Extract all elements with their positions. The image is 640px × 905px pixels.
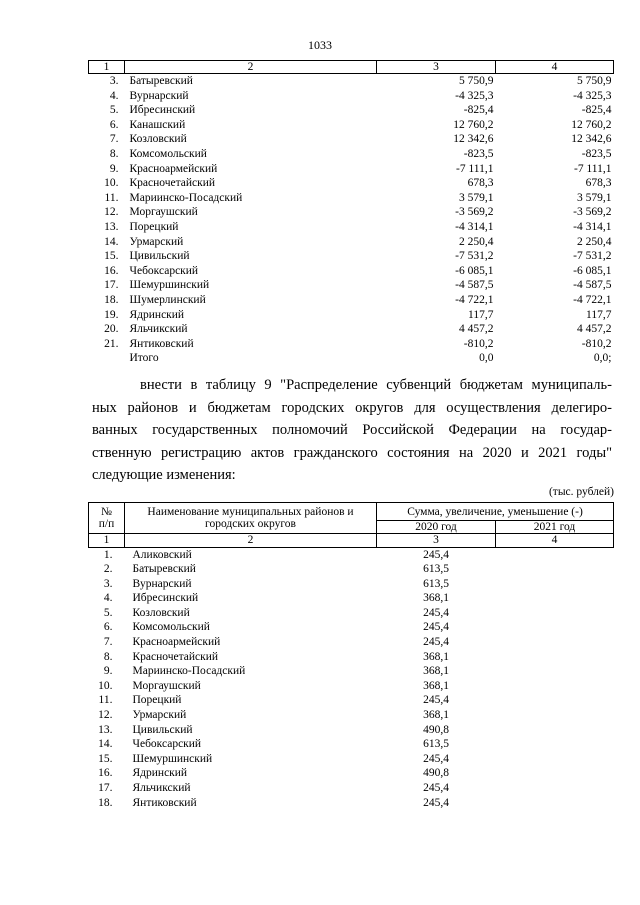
value-2021: -825,4 (581, 104, 612, 117)
total-row (89, 351, 614, 366)
value-2021: 5 750,9 (577, 75, 612, 87)
value-2021: -7 111,1 (574, 162, 612, 175)
row-number: 16. (98, 767, 113, 780)
row-number: 1. (103, 548, 113, 561)
table-row (89, 679, 614, 694)
district-name: Цивильский (132, 723, 193, 736)
district-name: Моргаушский (132, 679, 201, 692)
district-name: Красноармейский (132, 636, 221, 649)
header-name: Наименование муниципальных районов и городских округов (125, 503, 377, 534)
row-number: 10. (98, 679, 113, 692)
district-name: Батыревский (129, 75, 193, 87)
value-2021: -4 722,1 (573, 293, 612, 306)
value-2020: 368,1 (423, 665, 449, 678)
row-number: 4. (109, 89, 119, 102)
row-number: 3. (109, 75, 119, 87)
district-name: Мариинско-Посадский (129, 191, 243, 204)
index-cell: 2 (125, 534, 377, 548)
index-cell: 1 (89, 534, 125, 548)
value-2020: -6 085,1 (455, 264, 494, 277)
value-2020: -4 314,1 (455, 220, 494, 233)
value-2021: -7 531,2 (573, 250, 612, 263)
table-row (89, 205, 614, 220)
table-1-header-row (89, 61, 614, 74)
table-1-header-cell: 1 (89, 61, 125, 74)
value-2021: 12 342,6 (571, 133, 612, 146)
header-2021: 2021 год (496, 520, 614, 534)
header-2020: 2020 год (377, 520, 496, 534)
table-row (89, 74, 614, 89)
row-number: 17. (104, 279, 119, 292)
table-row (89, 132, 614, 147)
value-2021 (496, 620, 614, 635)
value-2021: -4 325,3 (573, 89, 612, 102)
district-name: Янтиковский (132, 796, 197, 809)
paragraph-line: внести в таблицу 9 "Распределение субвенций бюджетам муниципаль- (140, 377, 612, 393)
value-2021: -4 314,1 (573, 220, 612, 233)
table-row (89, 337, 614, 352)
district-name: Порецкий (129, 220, 179, 233)
row-number: 19. (104, 308, 119, 321)
value-2020: -4 587,5 (455, 279, 494, 292)
row-number: 14. (98, 738, 113, 751)
paragraph-line: следующие изменения: (92, 467, 236, 483)
total-2021: 0,0; (593, 352, 612, 365)
district-name: Канашский (129, 118, 186, 131)
value-2021: -6 085,1 (573, 264, 612, 277)
units-label: (тыс. рублей) (548, 486, 614, 498)
row-number: 5. (103, 606, 113, 619)
value-2021 (496, 606, 614, 621)
table-row (89, 547, 614, 562)
district-name: Моргаушский (129, 206, 198, 219)
value-2021: 12 760,2 (571, 118, 612, 131)
row-number: 8. (109, 147, 119, 160)
value-2020: 117,7 (468, 308, 494, 321)
value-2020: 4 457,2 (459, 323, 494, 336)
table-row (89, 752, 614, 767)
row-number: 15. (98, 752, 113, 765)
district-name: Вурнарский (132, 577, 192, 590)
table-1-header-cell: 4 (496, 61, 614, 74)
value-2021 (496, 708, 614, 723)
value-2020: 5 750,9 (459, 75, 494, 87)
value-2020: -7 531,2 (455, 250, 494, 263)
row-number: 11. (98, 694, 113, 707)
table-row (89, 737, 614, 752)
value-2020: 3 579,1 (459, 191, 494, 204)
district-name: Козловский (129, 133, 187, 146)
table-row (89, 220, 614, 235)
district-name: Урмарский (129, 235, 184, 248)
district-name: Комсомольский (129, 147, 207, 160)
row-number: 13. (104, 220, 119, 233)
row-number: 14. (104, 235, 119, 248)
value-2021 (496, 679, 614, 694)
table-row (89, 278, 614, 293)
row-number: 15. (104, 250, 119, 263)
value-2020: 490,8 (423, 767, 449, 780)
table-row (89, 103, 614, 118)
table-row (89, 577, 614, 592)
district-name: Красноармейский (129, 162, 218, 175)
table-row (89, 650, 614, 665)
value-2020: -4 325,3 (455, 89, 494, 102)
table-1-header-cell: 2 (125, 61, 377, 74)
district-name: Цивильский (129, 250, 190, 263)
row-number: 2. (103, 563, 113, 576)
value-2021 (496, 752, 614, 767)
row-number: 8. (103, 650, 113, 663)
value-2021 (496, 577, 614, 592)
header-sum: Сумма, увеличение, уменьшение (-) (377, 503, 614, 521)
table-row (89, 235, 614, 250)
value-2021 (496, 796, 614, 811)
value-2021 (496, 562, 614, 577)
value-2020: 245,4 (423, 621, 449, 634)
value-2021: 678,3 (585, 177, 612, 190)
row-number: 6. (103, 621, 113, 634)
row-number: 11. (104, 191, 119, 204)
district-name: Красночетайский (129, 177, 216, 190)
table-row (89, 766, 614, 781)
table-row (89, 322, 614, 337)
row-number: 18. (104, 293, 119, 306)
row-number: 3. (103, 577, 113, 590)
value-2020: 2 250,4 (459, 235, 494, 248)
table-row (89, 708, 614, 723)
value-2021 (496, 766, 614, 781)
table-1 (88, 60, 614, 366)
value-2021 (496, 693, 614, 708)
row-number: 20. (104, 323, 119, 336)
table-row (89, 89, 614, 104)
district-name: Шемуршинский (132, 752, 213, 765)
value-2021 (496, 664, 614, 679)
district-name: Мариинско-Посадский (132, 665, 246, 678)
table-1-header-cell: 3 (377, 61, 496, 74)
district-name: Аликовский (132, 548, 192, 561)
value-2021: 4 457,2 (577, 323, 612, 336)
table-row (89, 264, 614, 279)
total-2020: 0,0 (479, 352, 494, 365)
value-2021: 117,7 (586, 308, 612, 321)
district-name: Янтиковский (129, 337, 194, 350)
value-2021 (496, 723, 614, 738)
row-number: 17. (98, 782, 113, 794)
row-number: 7. (103, 636, 113, 649)
district-name: Вурнарский (129, 89, 189, 102)
row-number: 4. (103, 592, 113, 605)
district-name: Комсомольский (132, 621, 210, 634)
row-number: 7. (109, 133, 119, 146)
table-2 (88, 502, 614, 810)
table-row (89, 723, 614, 738)
table-row (89, 308, 614, 323)
header-num: № п/п (89, 503, 125, 534)
district-name: Урмарский (132, 709, 187, 722)
table-row (89, 176, 614, 191)
value-2020: -825,4 (463, 104, 494, 117)
value-2021: -810,2 (581, 337, 612, 350)
table-row (89, 293, 614, 308)
district-name: Козловский (132, 606, 190, 619)
table-2-header-row (89, 503, 614, 521)
value-2021 (496, 591, 614, 606)
value-2020: 368,1 (423, 679, 449, 692)
table-row (89, 162, 614, 177)
index-cell: 3 (377, 534, 496, 548)
district-name: Ибресинский (129, 104, 196, 117)
index-cell: 4 (496, 534, 614, 548)
table-2-index-row (89, 534, 614, 548)
district-name: Яльчикский (132, 782, 191, 794)
value-2021: -3 569,2 (573, 206, 612, 219)
table-row (89, 781, 614, 796)
table-row (89, 620, 614, 635)
table-row (89, 562, 614, 577)
district-name: Ибресинский (132, 592, 199, 605)
district-name: Чебоксарский (132, 738, 202, 751)
value-2020: 368,1 (423, 709, 449, 722)
value-2020: 490,8 (423, 723, 449, 736)
value-2020: 678,3 (467, 177, 494, 190)
paragraph-line: ных районов и бюджетам городских округов для осуществления делегиро- (92, 399, 612, 416)
value-2020: 12 342,6 (453, 133, 494, 146)
value-2021 (496, 547, 614, 562)
row-number: 16. (104, 264, 119, 277)
district-name: Яльчикский (129, 323, 188, 336)
value-2020: 245,4 (423, 548, 449, 561)
table-row (89, 664, 614, 679)
empty-cell (89, 351, 125, 366)
value-2020: 245,4 (423, 636, 449, 649)
total-label: Итого (129, 352, 159, 365)
value-2020: -810,2 (463, 337, 494, 350)
table-row (89, 147, 614, 162)
row-number: 9. (109, 162, 119, 175)
value-2020: 12 760,2 (453, 118, 494, 131)
value-2021 (496, 650, 614, 665)
row-number: 5. (109, 104, 119, 117)
row-number: 18. (98, 796, 113, 809)
value-2020: 613,5 (423, 563, 449, 576)
value-2020: 245,4 (423, 782, 449, 794)
value-2020: -3 569,2 (455, 206, 494, 219)
row-number: 9. (103, 665, 113, 678)
row-number: 12. (98, 709, 113, 722)
table-row (89, 693, 614, 708)
value-2021 (496, 635, 614, 650)
value-2020: 368,1 (423, 592, 449, 605)
value-2020: -7 111,1 (456, 162, 494, 175)
table-row (89, 191, 614, 206)
district-name: Шумерлинский (129, 293, 206, 306)
table-row (89, 591, 614, 606)
value-2020: 613,5 (423, 577, 449, 590)
district-name: Батыревский (132, 563, 196, 576)
row-number: 21. (104, 337, 119, 350)
row-number: 13. (98, 723, 113, 736)
page-number: 1033 (308, 38, 332, 52)
district-name: Шемуршинский (129, 279, 210, 292)
district-name: Чебоксарский (129, 264, 199, 277)
table-row (89, 606, 614, 621)
value-2021 (496, 781, 614, 796)
amendment-paragraph (92, 374, 612, 487)
paragraph-line: ственную регистрацию актов гражданского состояния на 2020 и 2021 годы" (92, 444, 612, 461)
value-2020: -4 722,1 (455, 293, 494, 306)
value-2020: -823,5 (463, 147, 494, 160)
table-row (89, 249, 614, 264)
table-row (89, 118, 614, 133)
row-number: 6. (109, 118, 119, 131)
district-name: Красночетайский (132, 650, 219, 663)
value-2021: -823,5 (581, 147, 612, 160)
district-name: Ядринский (129, 308, 185, 321)
value-2020: 368,1 (423, 650, 449, 663)
row-number: 10. (104, 177, 119, 190)
value-2020: 245,4 (423, 606, 449, 619)
value-2021: 3 579,1 (577, 191, 612, 204)
value-2020: 245,4 (423, 796, 449, 809)
paragraph-line: ванных государственных полномочий Российской Федерации на государ- (92, 422, 612, 438)
value-2021: 2 250,4 (577, 235, 612, 248)
district-name: Порецкий (132, 694, 182, 707)
row-number: 12. (104, 206, 119, 219)
value-2020: 613,5 (423, 738, 449, 751)
value-2020: 245,4 (423, 694, 449, 707)
value-2021 (496, 737, 614, 752)
value-2021: -4 587,5 (573, 279, 612, 292)
value-2020: 245,4 (423, 752, 449, 765)
table-row (89, 635, 614, 650)
district-name: Ядринский (132, 767, 188, 780)
table-row (89, 796, 614, 811)
